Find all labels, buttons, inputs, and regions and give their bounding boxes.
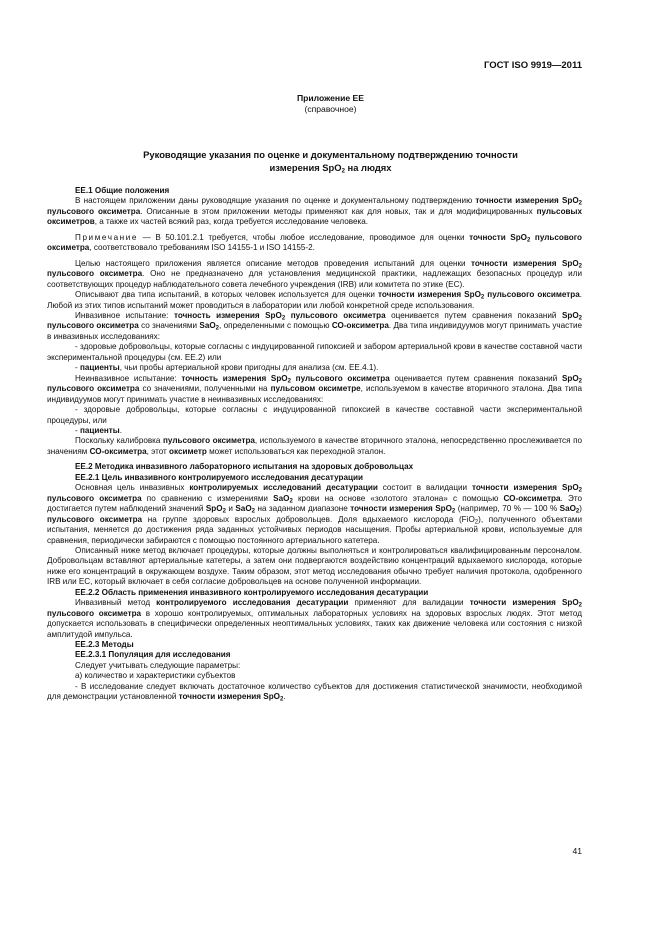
list-item-volunteers-invasive: - здоровые добровольцы, которые согласны с индуцированной гипоксией и забором артериальной крови в качестве составной части экспериментальной процедуры (см. ЕЕ.2) или xyxy=(47,342,582,362)
section-heading-ee2-1: ЕЕ.2.1 Цель инвазивного контролируемого исследования десатурации xyxy=(75,472,363,482)
paragraph-intro: В настоящем приложении даны руководящие указания по оценке и документальному подтверждению точности измерения SpO$_2$ пульсового оксиметра. Описанные в этом приложении методы применяют как для новых, так и для модифицированных пульсовых оксиметров, а также их частей всякий раз, когда требуется исследование человека. xyxy=(47,196,582,227)
section-heading-ee1: ЕЕ.1 Общие положения xyxy=(75,186,170,195)
paragraph-desaturation-goal: Основная цель инвазивных контролируемых исследований десатурации состоит в валидации точности измерения SpO$_2$ пульсового оксиметра по сравнению с измерениями SaO$_2$ крови на основе «золотого эталона» с помощью СО-оксиметра. Это достигается путем наблюдений значений SpO$_2$ и SaO$_2$ на заданном диапазоне точности измерения SpO$_2$ (например, 70 % — 100 % SaO$_2$) пульсового оксиметра на группе здоровых взрослых добровольцев. Доля вдыхаемого кислорода (FiO$_2$), полученного объектами испытания, меняется до достижения ряда заданных устойчивых периодов насыщения. Пробы артериальной крови, используемые для сравнения, периодически забираются с помощью постоянного артериального катетера. xyxy=(47,483,582,545)
paragraph-purpose: Целью настоящего приложения является описание методов проведения испытаний для оценки точности измерения SpO$_2$ пульсового оксиметра. Оно не предназначено для установления медицинской практики, надлежащих безопасных процедур или соответствующих процедур наблюдательного совета лечебного учреждения (IRB) или комитета по этике (ЕС). xyxy=(47,258,583,289)
document-title xyxy=(70,149,591,174)
annex-title: Приложение ЕЕ xyxy=(296,93,365,103)
list-item-volunteers-noninvasive: - здоровые добровольцы, которые согласны с индуцированной гипоксией в качестве составной части экспериментальной процедуры, или xyxy=(47,405,582,425)
section-heading-ee2-3-1: ЕЕ.2.3.1 Популяция для исследования xyxy=(75,650,231,660)
paragraph-method-procedures: Описанный ниже метод включает процедуры, которые должны выполняться и контролироваться квалифицированным персоналом. Добровольцам вставляют артериальные катетеры, а затем они подвергаются воздействию концентраций вдыхаемого кислорода, которые ниже его концентраций в окружающем воздухе. Таким образом, этот метод исследования обычно требует наличия протокола, одобренного IRB или ЕС, который включает в себя согласие добровольцев на основе полученной информации. xyxy=(47,545,582,587)
paragraph-parameters: Следует учитывать следующие параметры: xyxy=(75,660,241,670)
section-heading-ee2-2: ЕЕ.2.2 Область применения инвазивного контролируемого исследования десатурации xyxy=(75,587,429,597)
annex-subtitle: (справочное) xyxy=(304,104,357,114)
title-line-2: измерения SpO$_2$ на людях xyxy=(269,161,392,175)
paragraph-noninvasive-test: Неинвазивное испытание: точность измерения SpO$_2$ пульсового оксиметра оценивается путем сравнения показаний SpO$_2$ пульсового оксиметра со значениями, полученными на пульсовом оксиметре, используемом в качестве вторичного эталона. Два типа индивидуумов могут принимать участие в неинвазивных исследованиях: xyxy=(47,373,582,404)
paragraph-scope: Инвазивный метод контролируемого исследования десатурации применяют для валидации точности измерения SpO$_2$ пульсового оксиметра в хорошо контролируемых, оптимальных лабораторных условиях на здоровых взрослых людях. Этот метод допускается использовать в специфически определенных неоптимальных условиях, таких как движение человека или состояния с низкой амплитудой импульса. xyxy=(47,598,583,639)
note-paragraph: Примечание — В 50.101.2.1 требуется, чтобы любое исследование, проводимое для оценки точности SpO$_2$ пульсового оксиметра, соответствовало требованиям ISO 14155-1 и ISO 14155-2. xyxy=(47,232,582,253)
paragraph-test-types: Описывают два типа испытаний, в которых человек используется для оценки точности измерения SpO$_2$ пульсового оксиметра. Любой из этих типов испытаний может проводиться в лаборатории или любой конкретной среде использования. xyxy=(47,290,582,310)
list-item-patients-noninvasive: - пациенты. xyxy=(75,425,122,435)
paragraph-invasive-test: Инвазивное испытание: точность измерения SpO$_2$ пульсового оксиметра оценивается путем сравнения показаний SpO$_2$ пульсового оксиметра со значениями SaO$_2$, определенными с помощью СО-оксиметра. Два типа индивидуумов могут принимать участие в инвазивных исследованиях: xyxy=(47,310,583,341)
section-heading-ee2: ЕЕ.2 Методика инвазивного лабораторного испытания на здоровых добровольцах xyxy=(75,462,414,472)
standard-number: ГОСТ ISO 9919—2011 xyxy=(484,60,582,71)
list-item-patients-invasive: - пациенты, чьи пробы артериальной крови пригодны для анализа (см. ЕЕ.4.1). xyxy=(75,363,379,373)
page-number: 41 xyxy=(572,846,582,856)
list-item-subjects: а) количество и характеристики субъектов xyxy=(75,671,236,681)
paragraph-calibration: Поскольку калибровка пульсового оксиметра, используемого в качестве вторичного эталона, непосредственно прослеживается по значениям СО-оксиметра, этот оксиметр может использоваться как переходной эталон. xyxy=(47,436,582,456)
paragraph-subject-count: - В исследование следует включать достаточное количество субъектов для достижения статистической значимости, необходимой для демонстрации установленной точности измерения SpO$_2$. xyxy=(47,681,582,703)
title-line-1: Руководящие указания по оценке и документальному подтверждению точности xyxy=(143,149,518,160)
section-heading-ee2-3: ЕЕ.2.3 Методы xyxy=(75,640,134,650)
document-body xyxy=(47,186,582,703)
